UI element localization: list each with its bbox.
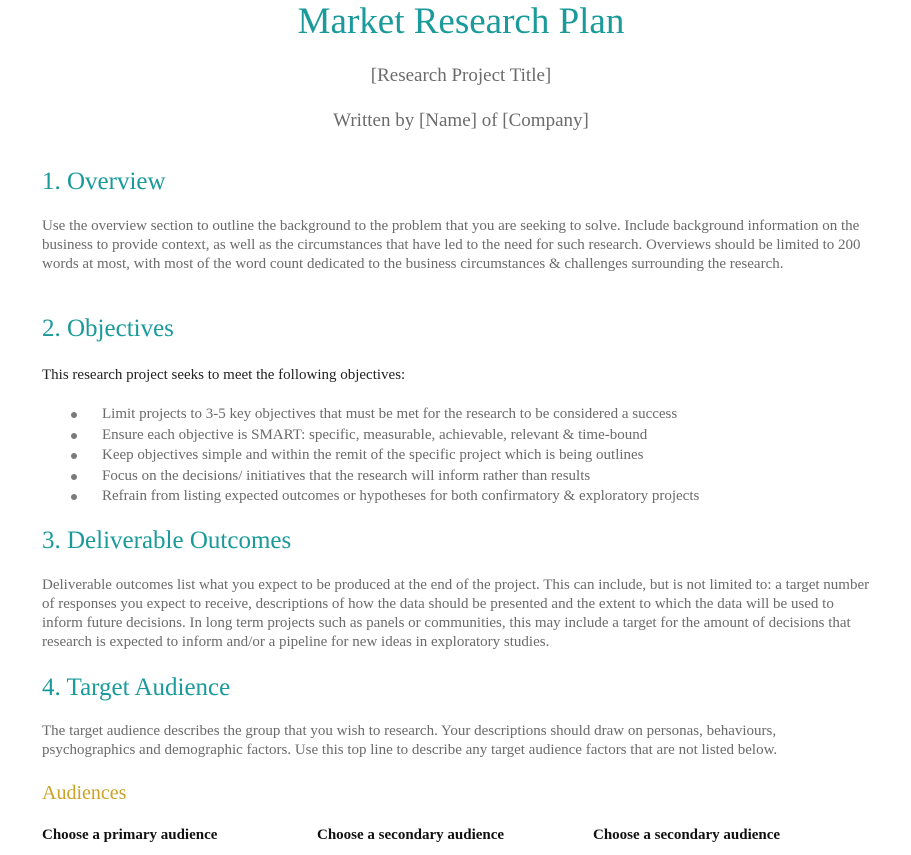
byline: Written by [Name] of [Company] (333, 110, 589, 131)
audiences-heading: Audiences (42, 782, 127, 804)
deliverables-body: Deliverable outcomes list what you expect to be produced at the end of the project. This can include, but is not limited to: a target number of responses you expect to receive, descriptions of how the data should be presented and the extent to which the data will be used to inform future decisions. In long term projects such as panels or communities, this may include a target for the amount of decisions that research is expected to inform and/or a pipeline for new ideas in exploratory studies. (42, 577, 870, 650)
list-item (68, 425, 699, 446)
bullet-icon (71, 494, 77, 500)
list-item (68, 486, 699, 507)
list-item (68, 466, 699, 487)
list-item-text: Refrain from listing expected outcomes or hypotheses for both confirmatory & exploratory projects (102, 488, 700, 504)
list-item-text: Focus on the decisions/ initiatives that the research will inform rather than results (102, 467, 591, 484)
secondary-audience-label-2: Choose a secondary audience (593, 827, 781, 843)
objectives-intro: This research project seeks to meet the following objectives: (42, 367, 406, 383)
list-item (68, 445, 699, 466)
bullet-icon (71, 453, 77, 459)
objectives-list (68, 404, 699, 507)
list-item-text: Limit projects to 3-5 key objectives that must be met for the research to be considered a success (102, 406, 678, 422)
list-item-text: Ensure each objective is SMART: specific, measurable, achievable, relevant & time-bound (102, 426, 648, 443)
objectives-heading: 2. Objectives (42, 315, 174, 342)
bullet-icon (71, 474, 77, 480)
list-item-text: Keep objectives simple and within the remit of the specific project which is being outlines (102, 447, 644, 463)
overview-heading: 1. Overview (42, 168, 166, 195)
list-item (68, 404, 699, 425)
overview-body: Use the overview section to outline the background to the problem that you are seeking to solve. Include background information on the business to provide context, as well as the circumstances that have led to the need for such research. Overviews should be limited to 200 words at most, with most of the word count dedicated to the business circumstances & challenges surrounding the research. (42, 218, 861, 272)
secondary-audience-label: Choose a secondary audience (317, 827, 505, 843)
bullet-icon (71, 433, 77, 439)
deliverables-heading: 3. Deliverable Outcomes (42, 527, 292, 554)
target-audience-body: The target audience describes the group that you wish to research. Your descriptions should draw on personas, behaviours, psychographics and demographic factors. Use this top line to describe any target audience factors that are not listed below. (42, 723, 778, 758)
project-title: [Research Project Title] (370, 65, 552, 86)
target-audience-heading: 4. Target Audience (42, 674, 231, 701)
primary-audience-label: Choose a primary audience (42, 827, 218, 843)
document-title: Market Research Plan (297, 1, 625, 42)
bullet-icon (71, 412, 77, 418)
